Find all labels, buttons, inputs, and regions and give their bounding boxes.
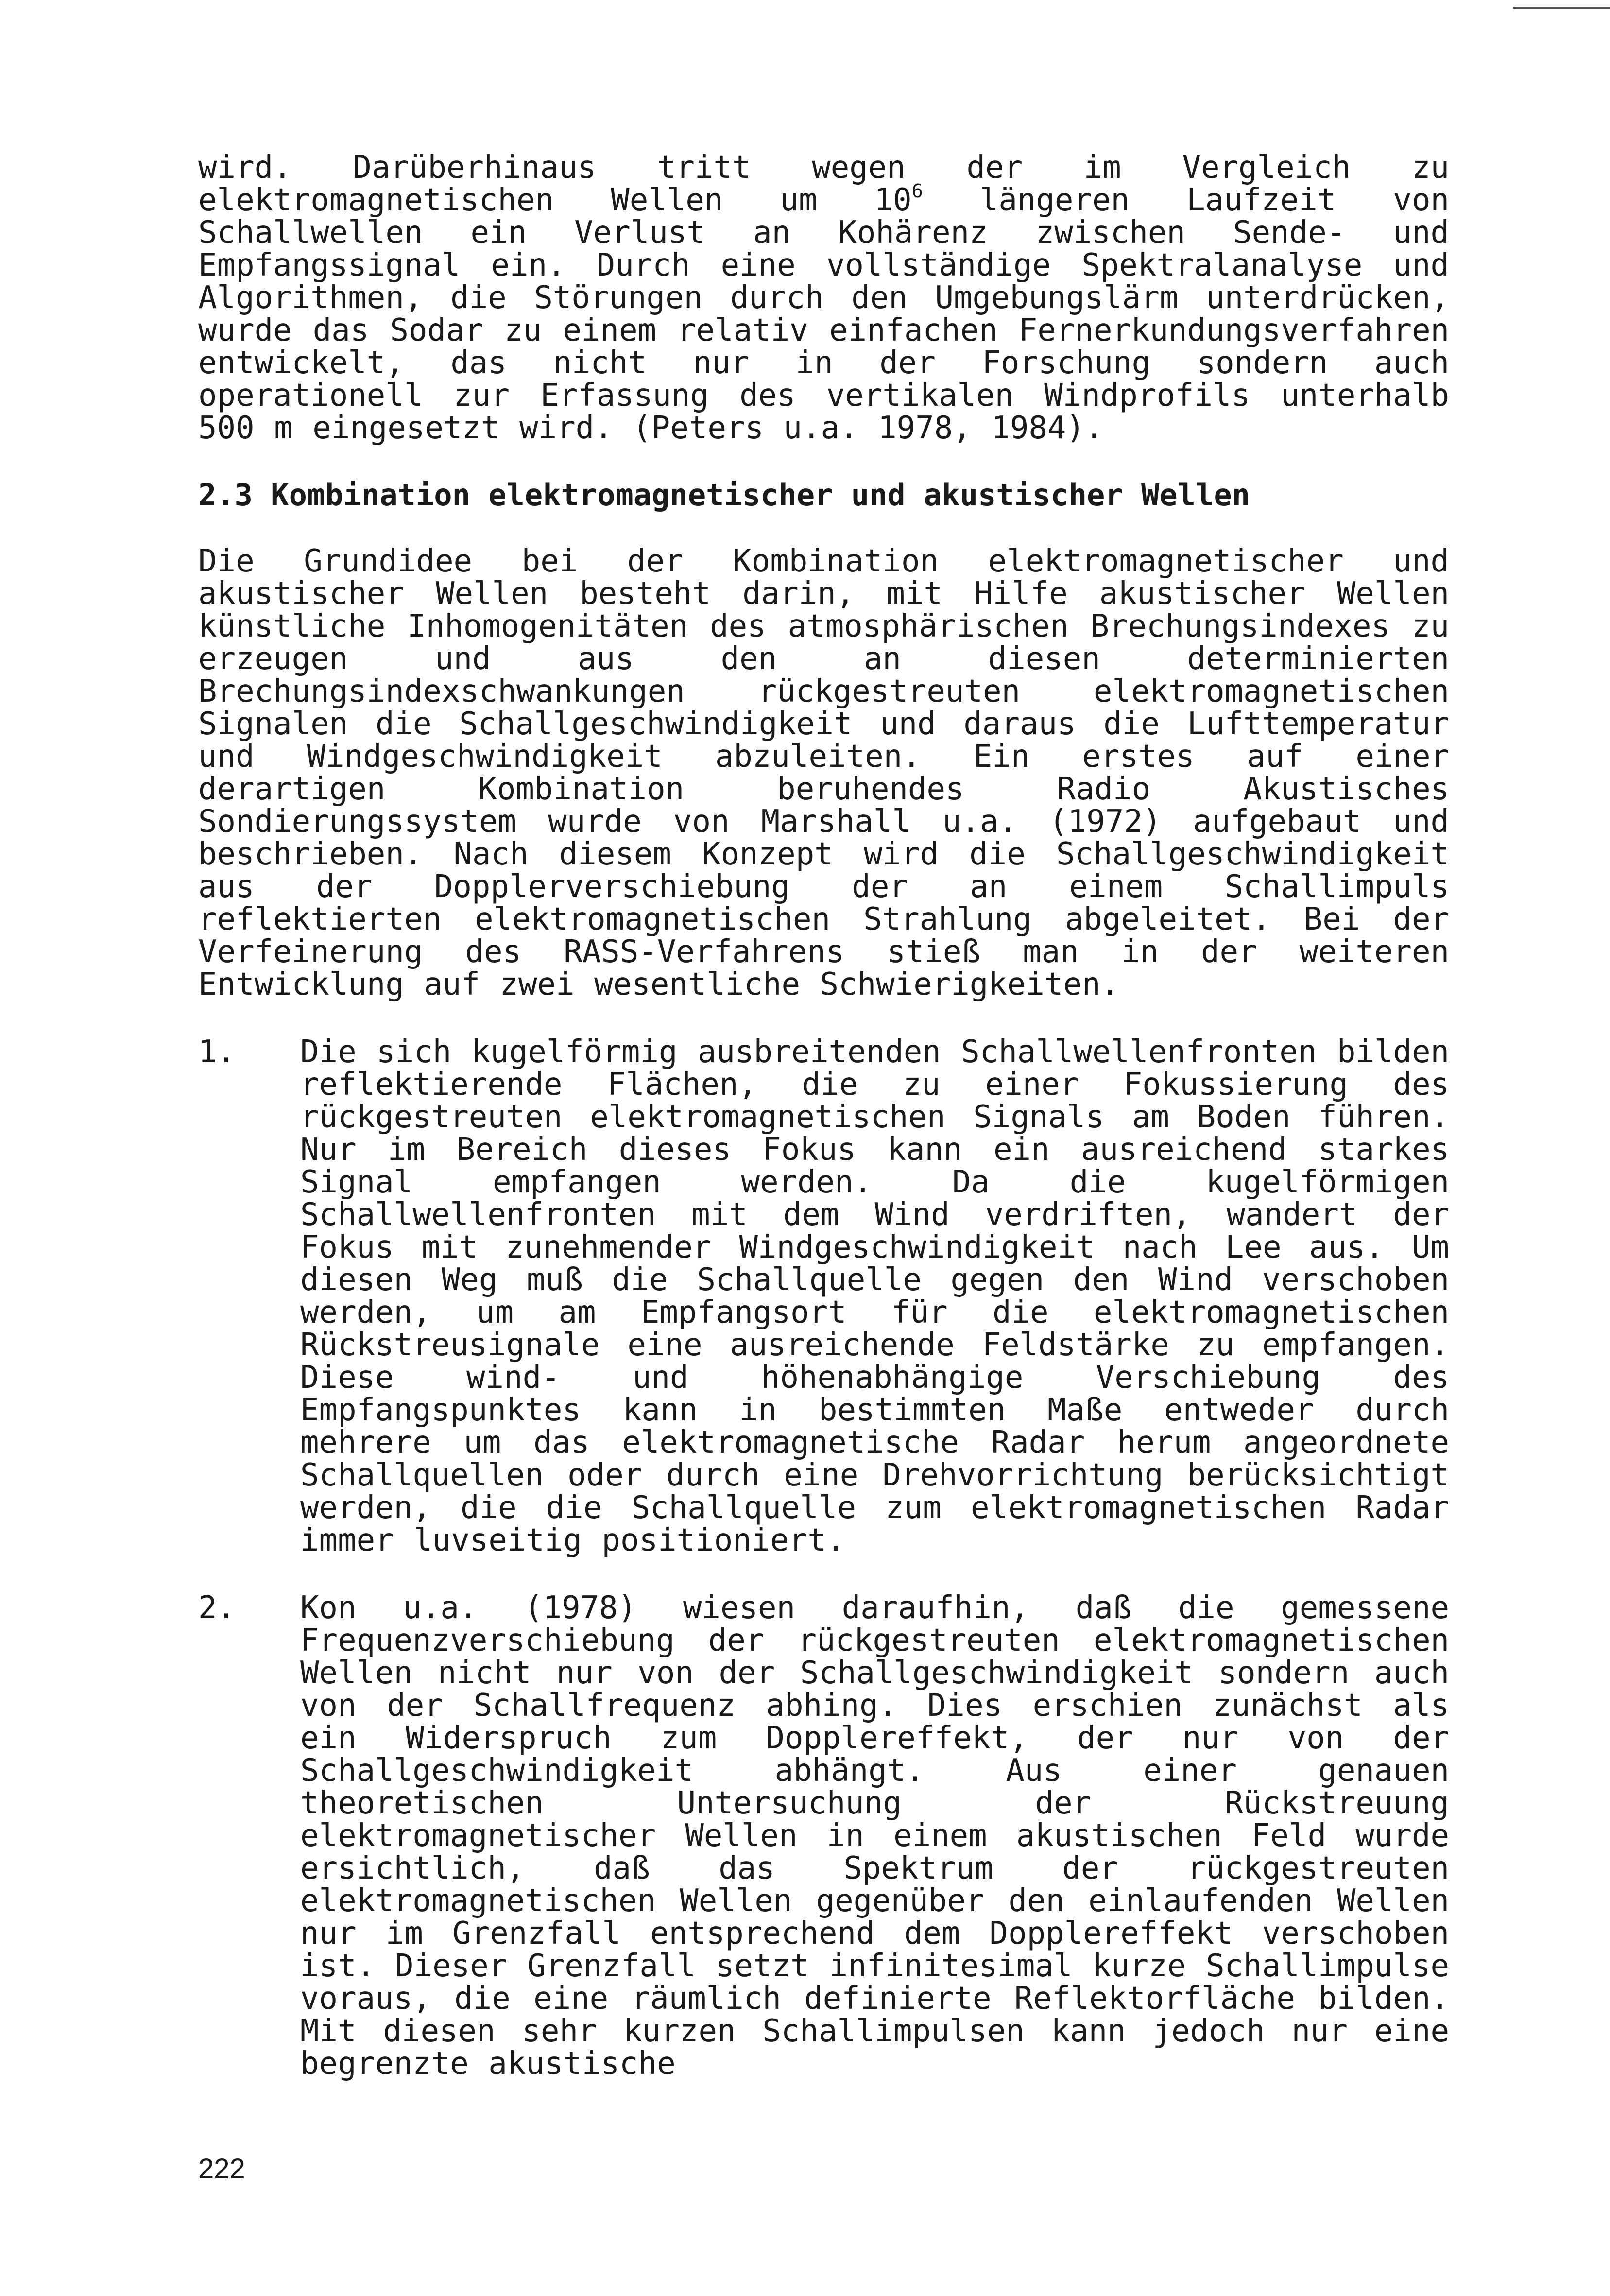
page-body xyxy=(198,152,1449,2080)
section-paragraph: Die Grundidee bei der Kombination elektromagnetischer und akustischer Wellen besteht darin, mit Hilfe akustischer Wellen künstliche Inhomogenitäten des atmosphärischen Brechungsindexes zu erzeugen und aus den an diesen determinierten Brechungsindexschwankungen rückgestreuten elektromagnetischen Signalen die Schallgeschwindigkeit und daraus die Lufttemperatur und Windgeschwindigkeit abzuleiten. Ein erstes auf einer derartigen Kombination beruhendes Radio Akustisches Sondierungssystem wurde von Marshall u.a. (1972) aufgebaut und beschrieben. Nach diesem Konzept wird die Schallgeschwindigkeit aus der Dopplerverschiebung der an einem Schallimpuls reflektierten elektromagnetischen Strahlung abgeleitet. Bei der Verfeinerung des RASS-Verfahrens stieß man in der weiteren Entwicklung auf zwei wesentliche Schwierigkeiten. xyxy=(198,543,1449,1002)
intro-text-end: längeren Laufzeit von Schallwellen ein Verlust an Kohärenz zwischen Sende- und Empfangssignal ein. Durch eine vollständige Spektralanalyse und Algorithmen, die Störungen durch den Umgebungslärm unterdrücken, wurde das Sodar zu einem relativ einfachen Fernerkundungsverfahren entwickelt, das nicht nur in der Forschung sondern auch operationell zur Erfassung des vertikalen Windprofils unterhalb 500 m eingesetzt wird. (Peters u.a. 1978, 1984). xyxy=(198,182,1449,446)
page-number: 222 xyxy=(198,2153,245,2185)
top-edge-rule xyxy=(1513,7,1610,9)
list-item-number: 1. xyxy=(198,1034,236,1070)
intro-paragraph xyxy=(198,152,1449,445)
list-item-number: 2. xyxy=(198,1590,236,1626)
section-heading: 2.3 Kombination elektromagnetischer und akustischer Wellen xyxy=(198,477,1250,513)
list-item-text: Kon u.a. (1978) wiesen daraufhin, daß die gemessene Frequenzverschiebung der rückgestreuten elektromagnetischen Wellen nicht nur von der Schallgeschwindigkeit sondern auch von der Schallfrequenz abhing. Dies erschien zunächst als ein Widerspruch zum Dopplereffekt, der nur von der Schallgeschwindigkeit abhängt. Aus einer genauen theoretischen Untersuchung der Rückstreuung elektromagnetischer Wellen in einem akustischen Feld wurde ersichtlich, daß das Spektrum der rückgestreuten elektromagnetischen Wellen gegenüber den einlaufenden Wellen nur im Grenzfall entsprechend dem Dopplereffekt verschoben ist. Dieser Grenzfall setzt infinitesimal kurze Schallimpulse voraus, die eine räumlich definierte Reflektorfläche bilden. Mit diesen sehr kurzen Schallimpulsen kann jedoch nur eine begrenzte akustische xyxy=(300,1590,1449,2082)
list-item xyxy=(198,1592,1449,2080)
list-item xyxy=(198,1036,1449,1557)
exponent: 6 xyxy=(911,180,923,203)
intro-text-start: wird. Darüberhinaus tritt wegen der im Vergleich zu elektromagnetischen Wellen um 10 xyxy=(198,150,1449,218)
list-item-text: Die sich kugelförmig ausbreitenden Schallwellenfronten bilden reflektierende Flächen, die zu einer Fokussierung des rückgestreuten elektromagnetischen Signals am Boden führen. Nur im Bereich dieses Fokus kann ein ausreichend starkes Signal empfangen werden. Da die kugelförmigen Schallwellenfronten mit dem Wind verdriften, wandert der Fokus mit zunehmender Windgeschwindigkeit nach Lee aus. Um diesen Weg muß die Schallquelle gegen den Wind verschoben werden, um am Empfangsort für die elektromagnetischen Rückstreusignale eine ausreichende Feldstärke zu empfangen. Diese wind- und höhenabhängige Verschiebung des Empfangspunktes kann in bestimmten Maße entweder durch mehrere um das elektromagnetische Radar herum angeordnete Schallquellen oder durch eine Drehvorrichtung berücksichtigt werden, die die Schallquelle zum elektromagnetischen Radar immer luvseitig positioniert. xyxy=(300,1034,1449,1558)
